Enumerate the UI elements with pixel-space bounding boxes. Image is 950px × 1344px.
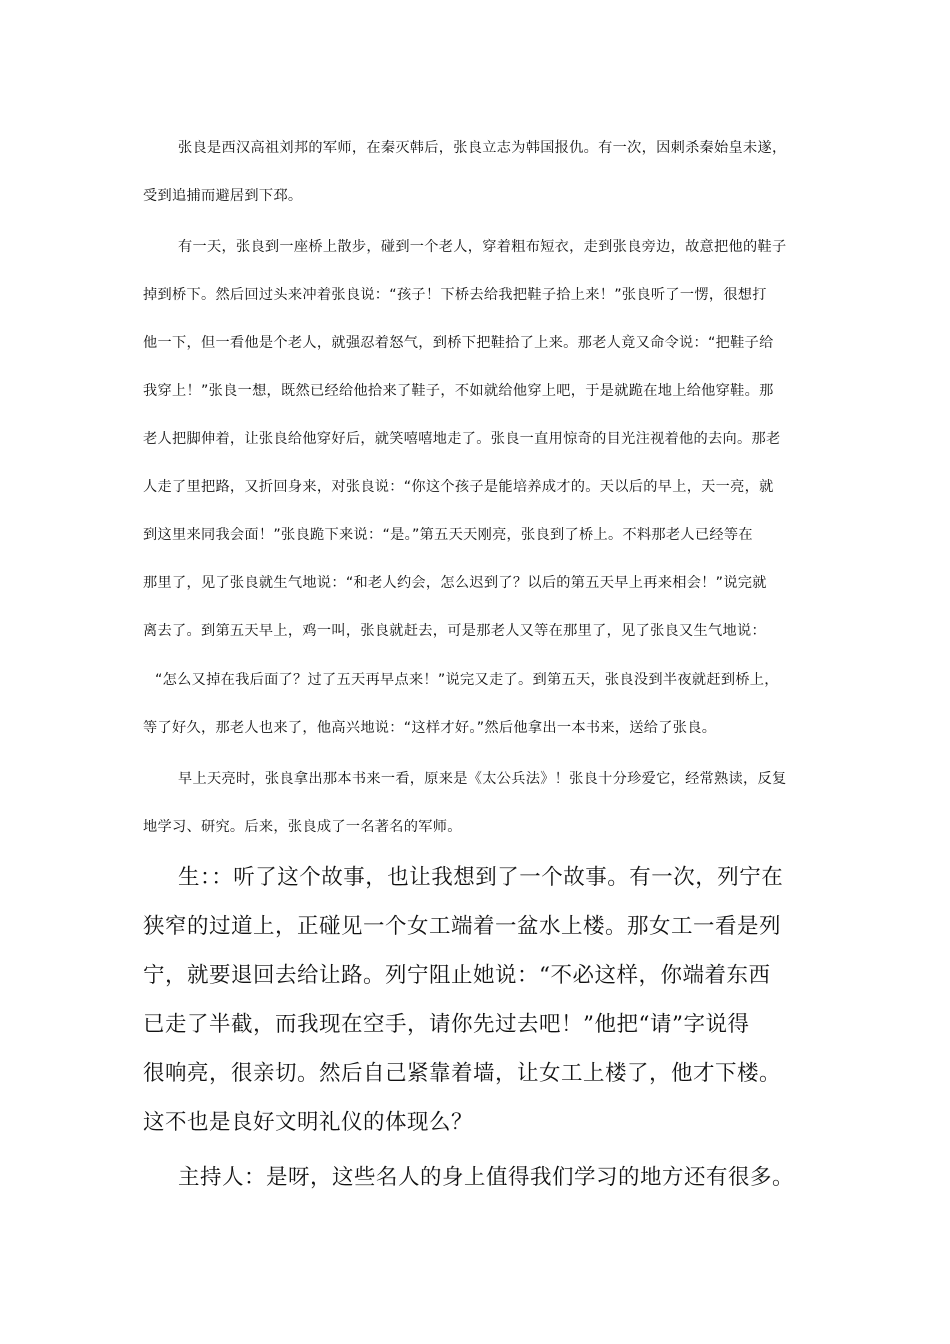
story-paragraph-2-line-8: 那里了，见了张良就生气地说：“和老人约会，怎么迟到了？以后的第五天早上再来相会！”说完就 bbox=[143, 575, 767, 591]
student-speech-line-6: 这不也是良好文明礼仪的体现么？ bbox=[143, 1110, 474, 1135]
student-speech-line-2: 狭窄的过道上，正碰见一个女工端着一盆水上楼。那女工一看是列 bbox=[143, 914, 782, 939]
student-speech-line-3: 宁，就要退回去给让路。列宁阻止她说：“不必这样，你端着东西 bbox=[143, 963, 771, 988]
story-paragraph-3-line-1: 早上天亮时，张良拿出那本书来一看，原来是《太公兵法》！张良十分珍爱它，经常熟读，反复 bbox=[178, 771, 787, 787]
story-paragraph-2-line-3: 他一下，但一看他是个老人，就强忍着怒气，到桥下把鞋拾了上来。那老人竟又命令说：“把鞋子给 bbox=[143, 335, 774, 351]
story-paragraph-2-line-1: 有一天，张良到一座桥上散步，碰到一个老人，穿着粗布短衣，走到张良旁边，故意把他的鞋子 bbox=[178, 239, 787, 255]
story-paragraph-2-line-6: 人走了里把路，又折回身来，对张良说：“你这个孩子是能培养成才的。天以后的早上，天一亮，就 bbox=[143, 479, 774, 495]
story-paragraph-2-line-10: “怎么又掉在我后面了？过了五天再早点来！”说完又走了。到第五天，张良没到半夜就赶到桥上， bbox=[155, 672, 779, 688]
story-paragraph-2-line-2: 掉到桥下。然后回过头来冲着张良说：“孩子！下桥去给我把鞋子拾上来！”张良听了一愣，很想打 bbox=[143, 287, 767, 303]
student-speech-line-1: 生：：听了这个故事，也让我想到了一个故事。有一次，列宁在 bbox=[178, 865, 784, 890]
story-paragraph-2-line-4: 我穿上！”张良一想，既然已经给他拾来了鞋子，不如就给他穿上吧，于是就跪在地上给他穿鞋。那 bbox=[143, 383, 774, 399]
story-paragraph-2-line-5: 老人把脚伸着，让张良给他穿好后，就笑嘻嘻地走了。张良一直用惊奇的目光注视着他的去向。那老 bbox=[143, 431, 781, 447]
story-paragraph-1-line-1: 张良是西汉高祖刘邦的军师，在秦灭韩后，张良立志为韩国报仇。有一次，因刺杀秦始皇未遂， bbox=[178, 140, 787, 156]
story-paragraph-1-line-2: 受到追捕而避居到下邳。 bbox=[143, 188, 303, 204]
student-speech-line-5: 很响亮，很亲切。然后自己紧靠着墙，让女工上楼了，他才下楼。 bbox=[143, 1061, 782, 1086]
story-paragraph-2-line-11: 等了好久，那老人也来了，他高兴地说：“这样才好。”然后他拿出一本书来，送给了张良。 bbox=[143, 720, 717, 736]
story-paragraph-3-line-2: 地学习、研究。后来，张良成了一名著名的军师。 bbox=[143, 819, 462, 835]
story-paragraph-2-line-7: 到这里来同我会面！”张良跪下来说：“是。”第五天天刚亮，张良到了桥上。不料那老人已经等在 bbox=[143, 527, 753, 543]
story-paragraph-2-line-9: 离去了。到第五天早上，鸡一叫，张良就赶去，可是那老人又等在那里了，见了张良又生气地说： bbox=[143, 623, 766, 639]
student-speech-line-4: 已走了半截，而我现在空手，请你先过去吧！”他把“请”字说得 bbox=[143, 1012, 750, 1037]
host-speech-line-1: 主持人：是呀，这些名人的身上值得我们学习的地方还有很多。 bbox=[178, 1165, 795, 1190]
